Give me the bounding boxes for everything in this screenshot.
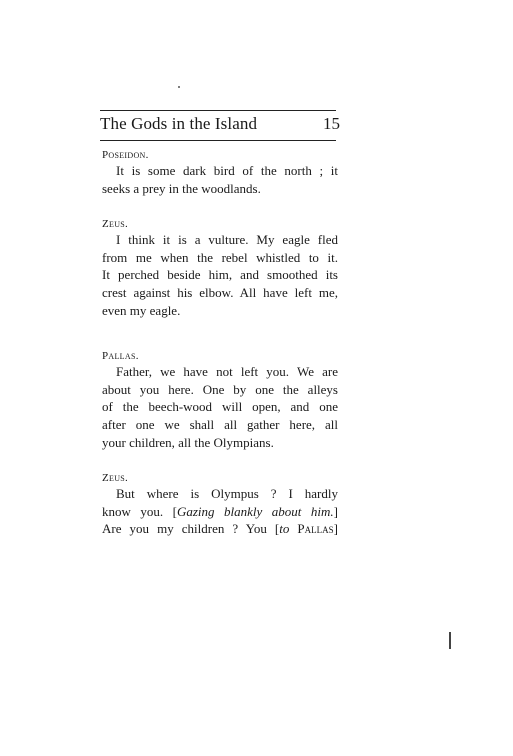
speech-line: after one we shall all gather here, all — [102, 416, 338, 432]
speech-line: Father, we have not left you. We are — [116, 364, 338, 380]
running-header — [100, 114, 340, 138]
speech-fragment: know you. [ — [102, 503, 177, 519]
speaker-name: Pallas. — [102, 350, 139, 363]
speech-block-pallas — [102, 349, 338, 451]
speech-line: But where is Olympus ? I hardly — [116, 486, 338, 502]
speaker-name: Zeus. — [102, 218, 129, 231]
speech-line: from me when the rebel whistled to it. — [102, 249, 338, 265]
speech-block-zeus-2 — [102, 471, 338, 538]
header-rule-bottom — [100, 140, 336, 141]
speech-fragment: ] — [333, 503, 338, 519]
speech-block-poseidon — [102, 148, 338, 197]
page-number: 15 — [323, 114, 340, 133]
speech-line: your children, all the Olympians. — [102, 434, 274, 450]
speech-text — [102, 485, 338, 538]
running-title: The Gods in the Island — [100, 114, 258, 133]
header-rule-top — [100, 110, 336, 111]
speech-line — [102, 520, 338, 538]
speech-line: of the beech-wood will open, and one — [102, 399, 338, 415]
speech-block-zeus — [102, 217, 338, 319]
speech-line: It perched beside him, and smoothed its — [102, 267, 338, 283]
speech-line: It is some dark bird of the north ; it — [116, 163, 338, 178]
dialogue-text — [102, 148, 338, 538]
stage-direction: to — [279, 521, 290, 537]
speech-line: about you here. One by one the alleys — [102, 381, 338, 397]
speech-line: seeks a prey in the woodlands. — [102, 180, 261, 196]
speaker-name: Poseidon. — [102, 149, 149, 161]
speech-line: I think it is a vulture. My eagle fled — [116, 232, 338, 248]
speech-line — [102, 503, 338, 521]
stage-direction: Gazing blankly about him. — [176, 503, 334, 519]
print-speck — [178, 86, 180, 88]
speech-text — [102, 363, 338, 451]
speech-fragment: Are you my children ? You [ — [102, 521, 280, 537]
speech-line: even my eagle. — [102, 302, 181, 318]
speech-line: crest against his elbow. All have left me, — [102, 284, 338, 300]
stage-direction-name: Pallas — [297, 521, 334, 537]
speech-fragment: ] — [333, 521, 338, 537]
speech-text — [102, 231, 338, 319]
speaker-name: Zeus. — [102, 472, 129, 485]
speech-text — [102, 162, 338, 197]
margin-mark — [449, 632, 451, 649]
